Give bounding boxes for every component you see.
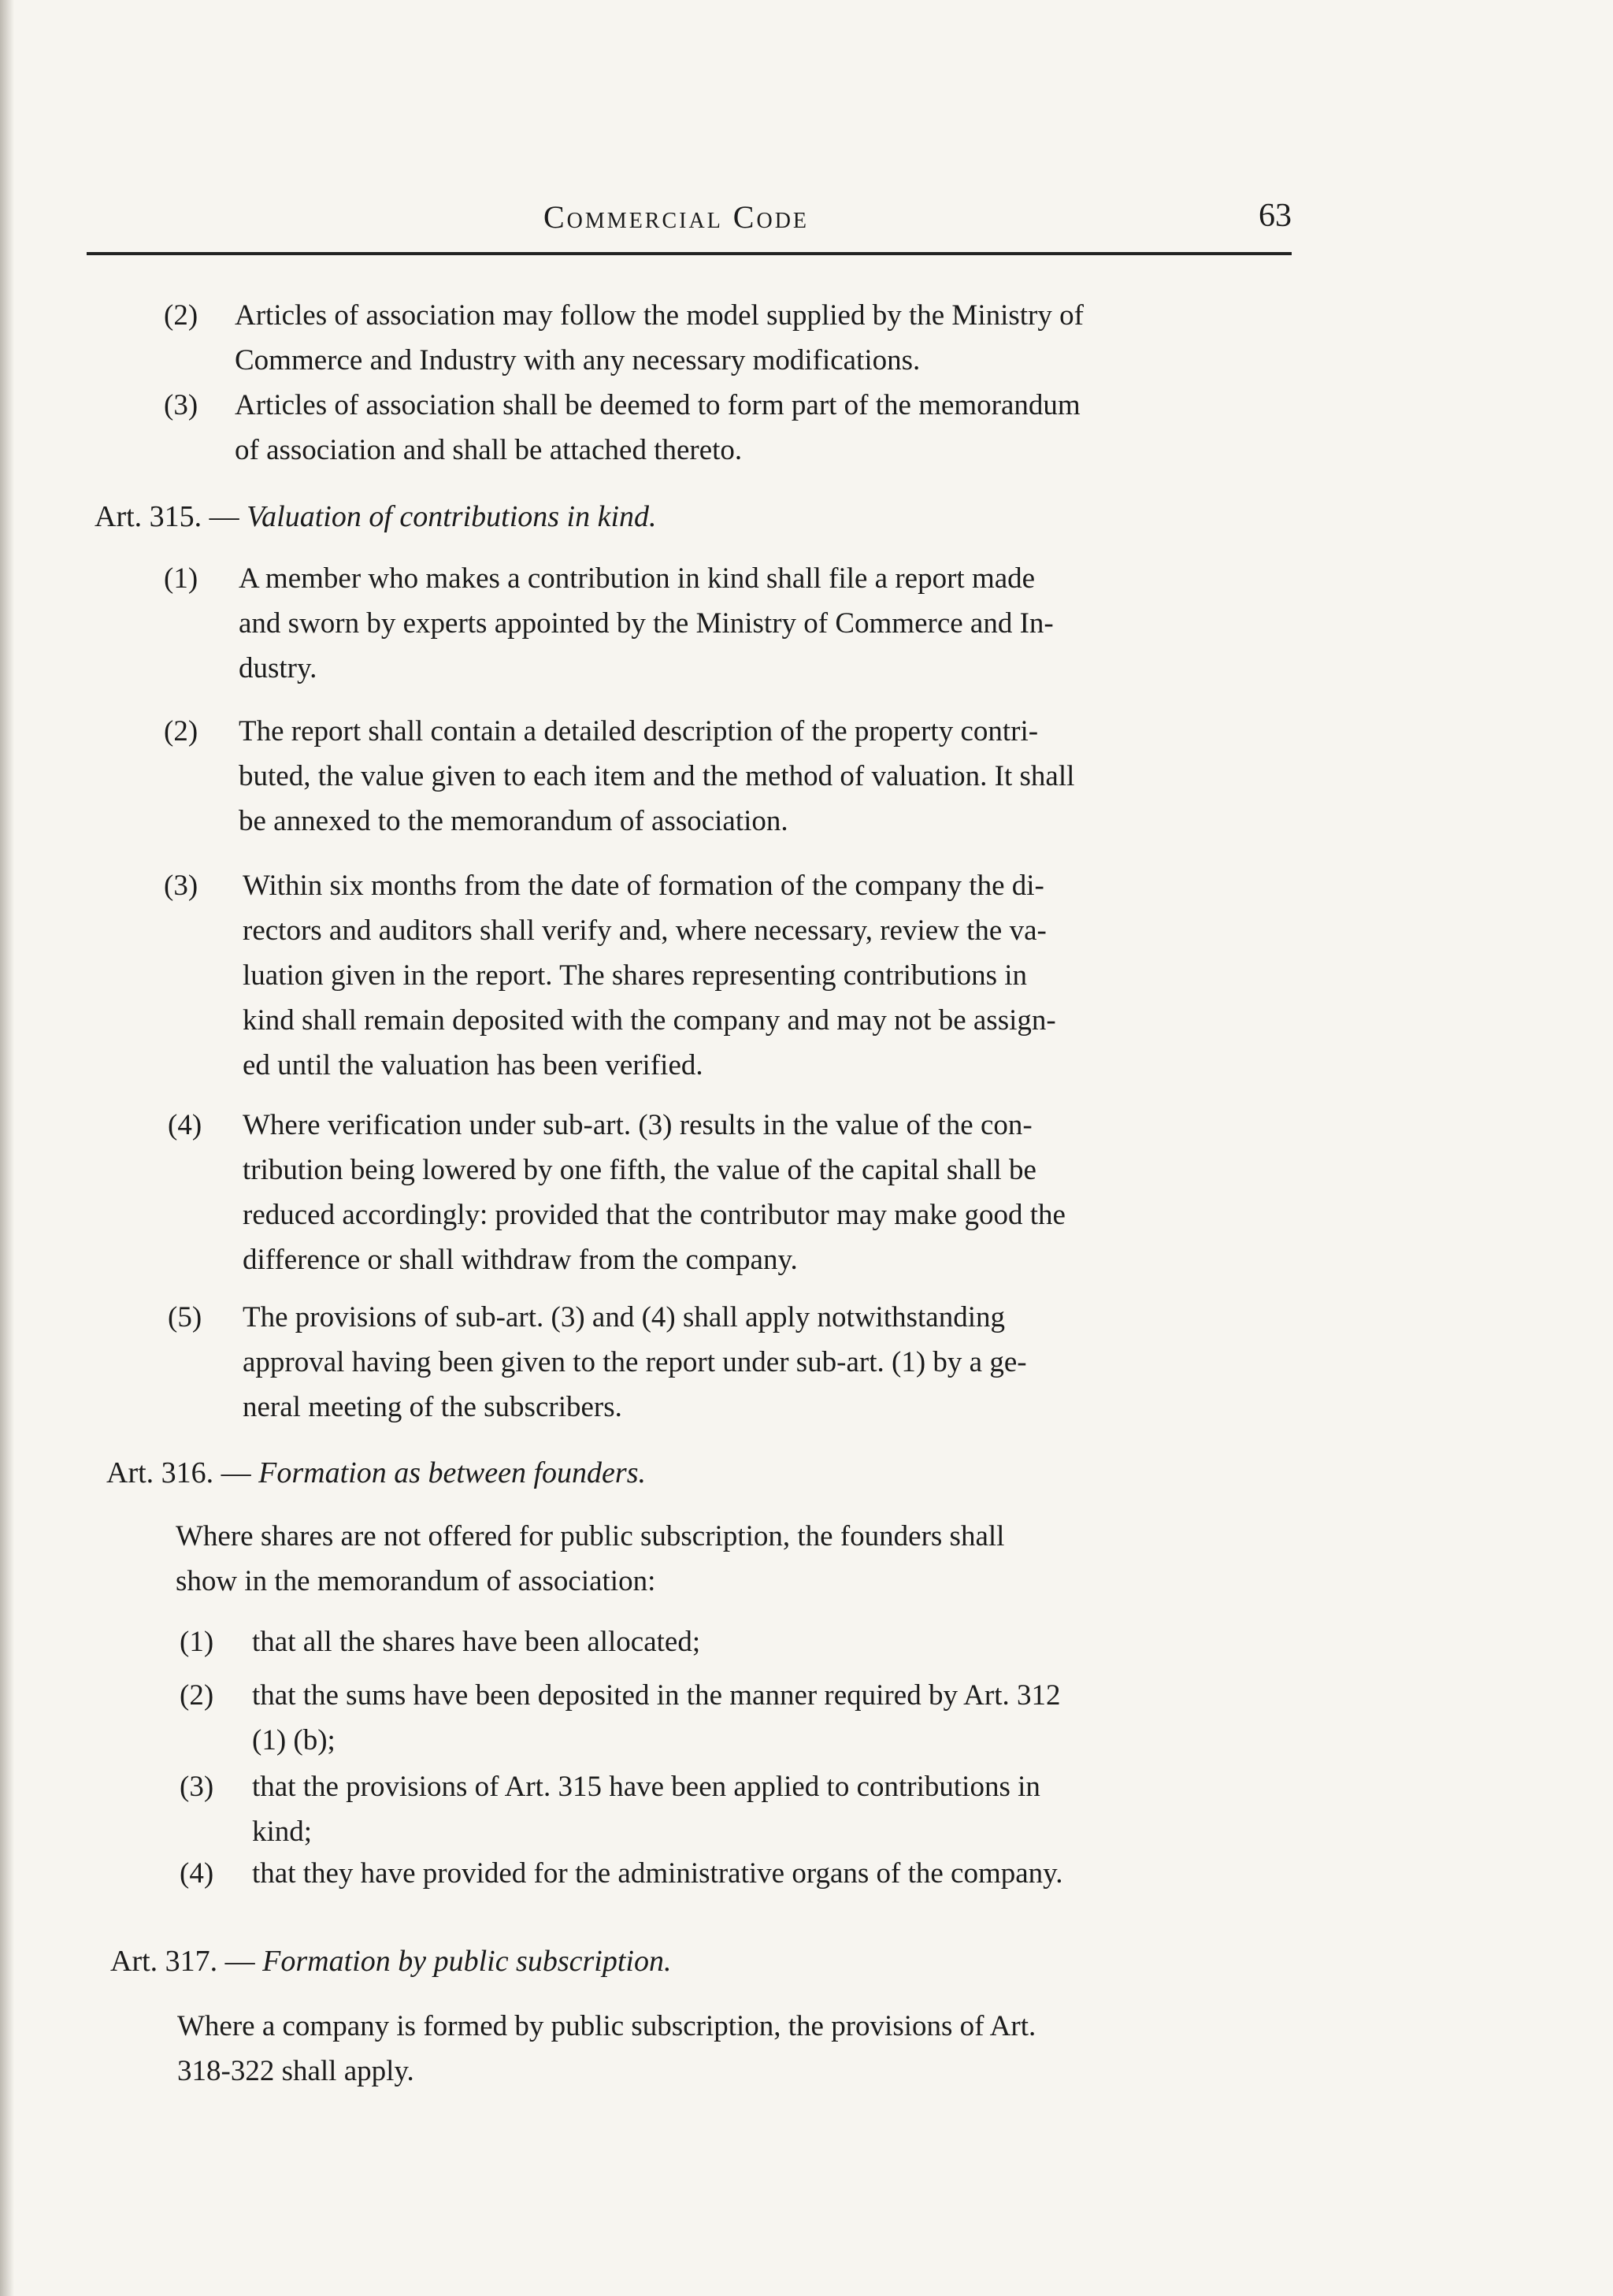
article-title: Formation by public subscription. <box>262 1945 672 1978</box>
page-edge-shadow <box>0 0 14 2296</box>
item-line: Articles of association shall be deemed to form part of the memorandum <box>235 389 1081 421</box>
article-item <box>235 293 1307 383</box>
item-line: A member who makes a contribution in kind shall file a report made <box>239 562 1036 595</box>
item-number: (2) <box>164 299 198 332</box>
article-title: Formation as between founders. <box>258 1456 647 1489</box>
item-line: tribution being lowered by one fifth, the value of the capital shall be <box>243 1154 1036 1186</box>
item-line: luation given in the report. The shares representing contributions in <box>243 959 1028 992</box>
article-heading-315 <box>95 495 657 540</box>
heading-dash: — <box>221 1456 251 1489</box>
item-line: 318-322 shall apply. <box>177 2055 414 2087</box>
running-title: Commercial Code <box>543 199 810 235</box>
article-item <box>235 383 1307 473</box>
article-number: Art. 316. <box>106 1456 214 1489</box>
article-item <box>252 1764 1323 1854</box>
article-item <box>252 1619 1323 1664</box>
article-heading-317 <box>110 1939 671 1984</box>
item-line: The report shall contain a detailed description of the property contri- <box>239 715 1039 747</box>
item-line: that the sums have been deposited in the manner required by Art. 312 <box>252 1679 1061 1712</box>
item-number: (2) <box>164 715 198 747</box>
article-item <box>239 556 1307 691</box>
item-number: (1) <box>180 1626 214 1658</box>
item-line: difference or shall withdraw from the company. <box>243 1244 798 1276</box>
item-line: kind; <box>252 1816 313 1848</box>
article-number: Art. 317. <box>110 1945 218 1978</box>
item-number: (1) <box>164 562 198 595</box>
article-intro <box>176 1514 1319 1604</box>
item-line: that all the shares have been allocated; <box>252 1626 701 1658</box>
item-number: (3) <box>180 1771 214 1803</box>
article-body <box>177 2004 1323 2094</box>
item-line: (1) (b); <box>252 1724 336 1756</box>
item-number: (4) <box>168 1109 202 1141</box>
item-line: that the provisions of Art. 315 have been applied to contributions in <box>252 1771 1040 1803</box>
item-line: kind shall remain deposited with the company and may not be assign- <box>243 1004 1056 1037</box>
heading-dash: — <box>209 500 239 533</box>
item-number: (3) <box>164 389 198 421</box>
item-line: Where a company is formed by public subscription, the provisions of Art. <box>177 2010 1036 2042</box>
item-line: of association and shall be attached thereto. <box>235 434 743 466</box>
item-line: Where verification under sub-art. (3) results in the value of the con- <box>243 1109 1033 1141</box>
item-line: Where shares are not offered for public subscription, the founders shall <box>176 1520 1005 1552</box>
article-title: Valuation of contributions in kind. <box>247 500 657 533</box>
item-number: (4) <box>180 1857 214 1890</box>
running-header <box>87 189 1292 255</box>
article-item <box>252 1851 1327 1896</box>
item-line: ed until the valuation has been verified. <box>243 1049 703 1081</box>
item-line: The provisions of sub-art. (3) and (4) shall apply notwithstanding <box>243 1301 1005 1333</box>
item-number: (5) <box>168 1301 202 1333</box>
item-line: dustry. <box>239 652 317 684</box>
item-line: Within six months from the date of formation of the company the di- <box>243 870 1044 902</box>
item-line: be annexed to the memorandum of association. <box>239 805 788 837</box>
heading-dash: — <box>224 1945 255 1978</box>
article-heading-316 <box>106 1451 646 1496</box>
item-number: (3) <box>164 870 198 902</box>
article-number: Art. 315. <box>95 500 202 533</box>
item-number: (2) <box>180 1679 214 1712</box>
item-line: buted, the value given to each item and the method of valuation. It shall <box>239 760 1075 792</box>
article-item <box>243 863 1311 1088</box>
item-line: Articles of association may follow the model supplied by the Ministry of <box>235 299 1084 332</box>
article-item <box>243 1295 1315 1430</box>
item-line: neral meeting of the subscribers. <box>243 1391 622 1423</box>
item-line: and sworn by experts appointed by the Ministry of Commerce and In- <box>239 607 1054 640</box>
article-item <box>243 1103 1311 1282</box>
item-line: reduced accordingly: provided that the contributor may make good the <box>243 1199 1066 1231</box>
article-item <box>239 709 1307 844</box>
item-line: rectors and auditors shall verify and, where necessary, review the va- <box>243 914 1047 947</box>
item-line: Commerce and Industry with any necessary modifications. <box>235 344 921 376</box>
item-line: show in the memorandum of association: <box>176 1565 656 1597</box>
article-item <box>252 1673 1323 1763</box>
item-line: that they have provided for the administrative organs of the company. <box>252 1857 1063 1890</box>
item-line: approval having been given to the report under sub-art. (1) by a ge- <box>243 1346 1027 1378</box>
page-number: 63 <box>1259 198 1292 234</box>
